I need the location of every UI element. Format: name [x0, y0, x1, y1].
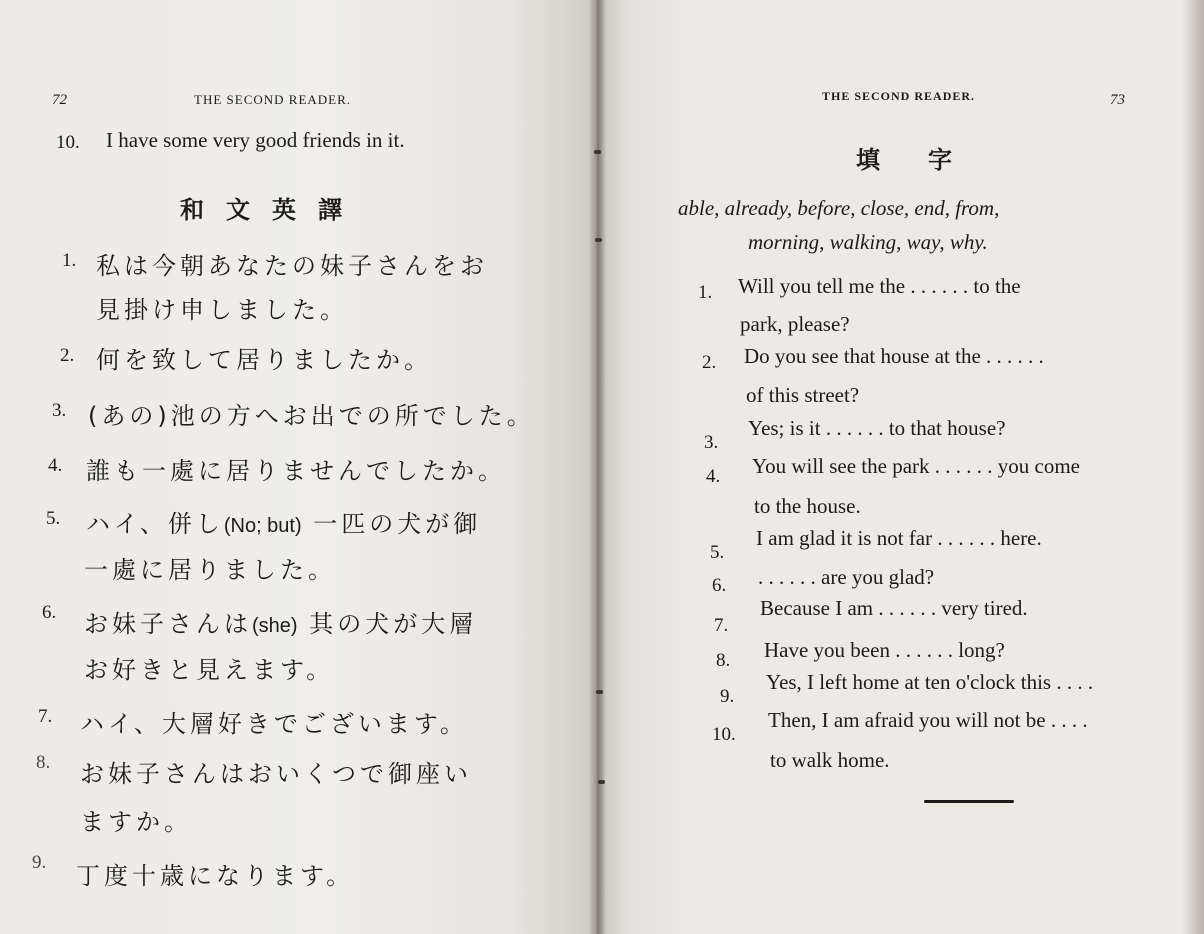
running-head-right: THE SECOND READER. — [822, 89, 976, 103]
item-number: 1. — [62, 250, 77, 271]
item-line-part: お妹子さんは — [84, 610, 252, 638]
item-line: 一處に居りました。 — [84, 556, 336, 584]
item-line: 見掛け申しました。 — [96, 296, 348, 324]
item-number: 6. — [712, 575, 727, 596]
item-line: Will you tell me the . . . . . . to the — [738, 274, 1021, 298]
left-page — [0, 0, 598, 934]
item-line: Have you been . . . . . . long? — [764, 638, 1005, 662]
item-line — [84, 604, 477, 639]
item-line: (あの)池の方へお出での所でした。 — [88, 402, 535, 430]
item-number: 7. — [38, 706, 53, 727]
english-gloss: (No; but) — [223, 515, 302, 537]
word-list: able, already, before, close, end, from, — [678, 196, 1000, 220]
item-line: 誰も一處に居りませんでしたか。 — [86, 457, 506, 485]
item-number: 9. — [720, 686, 735, 707]
item-number: 2. — [60, 345, 75, 366]
item-line: Then, I am afraid you will not be . . . . — [768, 708, 1088, 732]
item-line: 私は今朝あなたの妹子さんをお — [96, 252, 488, 280]
page-edge-shadow — [1182, 0, 1204, 934]
item-line: 丁度十歳になります。 — [76, 862, 355, 890]
binding-stitch — [594, 150, 601, 154]
item-number: 10. — [56, 132, 80, 153]
item-line: . . . . . . are you glad? — [758, 565, 935, 589]
page-number-right: 73 — [1110, 92, 1125, 108]
item-number: 4. — [706, 466, 721, 487]
item-number: 4. — [48, 455, 63, 476]
word-list: morning, walking, way, why. — [748, 230, 988, 254]
item-number: 5. — [710, 542, 725, 563]
item-number: 7. — [714, 615, 729, 636]
item-line: of this street? — [746, 383, 860, 407]
item-line: 何を致して居りましたか。 — [96, 346, 432, 374]
item-line: お好きと見えます。 — [84, 656, 335, 684]
item-line: お妹子さんはおいくつで御座い — [80, 760, 472, 788]
item-number: 5. — [46, 508, 61, 529]
running-head-left: THE SECOND READER. — [194, 92, 352, 107]
page-number-left: 72 — [52, 92, 67, 108]
item-line: Yes, I left home at ten o'clock this . . . . — [766, 670, 1094, 694]
item-line: Because I am . . . . . . very tired. — [760, 596, 1028, 620]
section-title-left: 和文英譯 — [180, 196, 364, 224]
item-line-part: ハイ、併し — [86, 510, 224, 538]
item-number: 6. — [42, 602, 57, 623]
item-number: 10. — [712, 724, 736, 745]
book-gutter — [588, 0, 606, 934]
item-line: ますか。 — [80, 808, 192, 836]
binding-stitch — [596, 690, 603, 694]
item-line — [86, 504, 481, 539]
binding-stitch — [595, 238, 602, 242]
binding-stitch — [598, 780, 605, 784]
item-line: Yes; is it . . . . . . to that house? — [748, 416, 1006, 440]
item-number: 8. — [36, 752, 51, 773]
item-line-part: 其の犬が大層 — [309, 610, 478, 638]
item-line: You will see the park . . . . . . you come — [752, 454, 1080, 478]
item-line: ハイ、大層好きでございます。 — [80, 710, 468, 738]
right-page — [598, 0, 1204, 934]
item-number: 1. — [698, 282, 713, 303]
item-number: 8. — [716, 650, 731, 671]
item-number: 3. — [704, 432, 719, 453]
item-line-part: 一匹の犬が御 — [313, 510, 482, 538]
item-line: to walk home. — [770, 748, 890, 772]
item-text: I have some very good friends in it. — [106, 128, 405, 152]
item-line: to the house. — [754, 494, 861, 518]
item-number: 2. — [702, 352, 717, 373]
item-line: Do you see that house at the . . . . . . — [744, 344, 1044, 368]
item-number: 9. — [32, 852, 47, 873]
item-line: park, please? — [740, 312, 850, 336]
english-gloss: (she) — [252, 615, 298, 637]
item-line: I am glad it is not far . . . . . . here. — [756, 526, 1042, 550]
section-title-right: 填字 — [856, 146, 1000, 174]
end-rule — [924, 800, 1014, 803]
item-number: 3. — [52, 400, 67, 421]
